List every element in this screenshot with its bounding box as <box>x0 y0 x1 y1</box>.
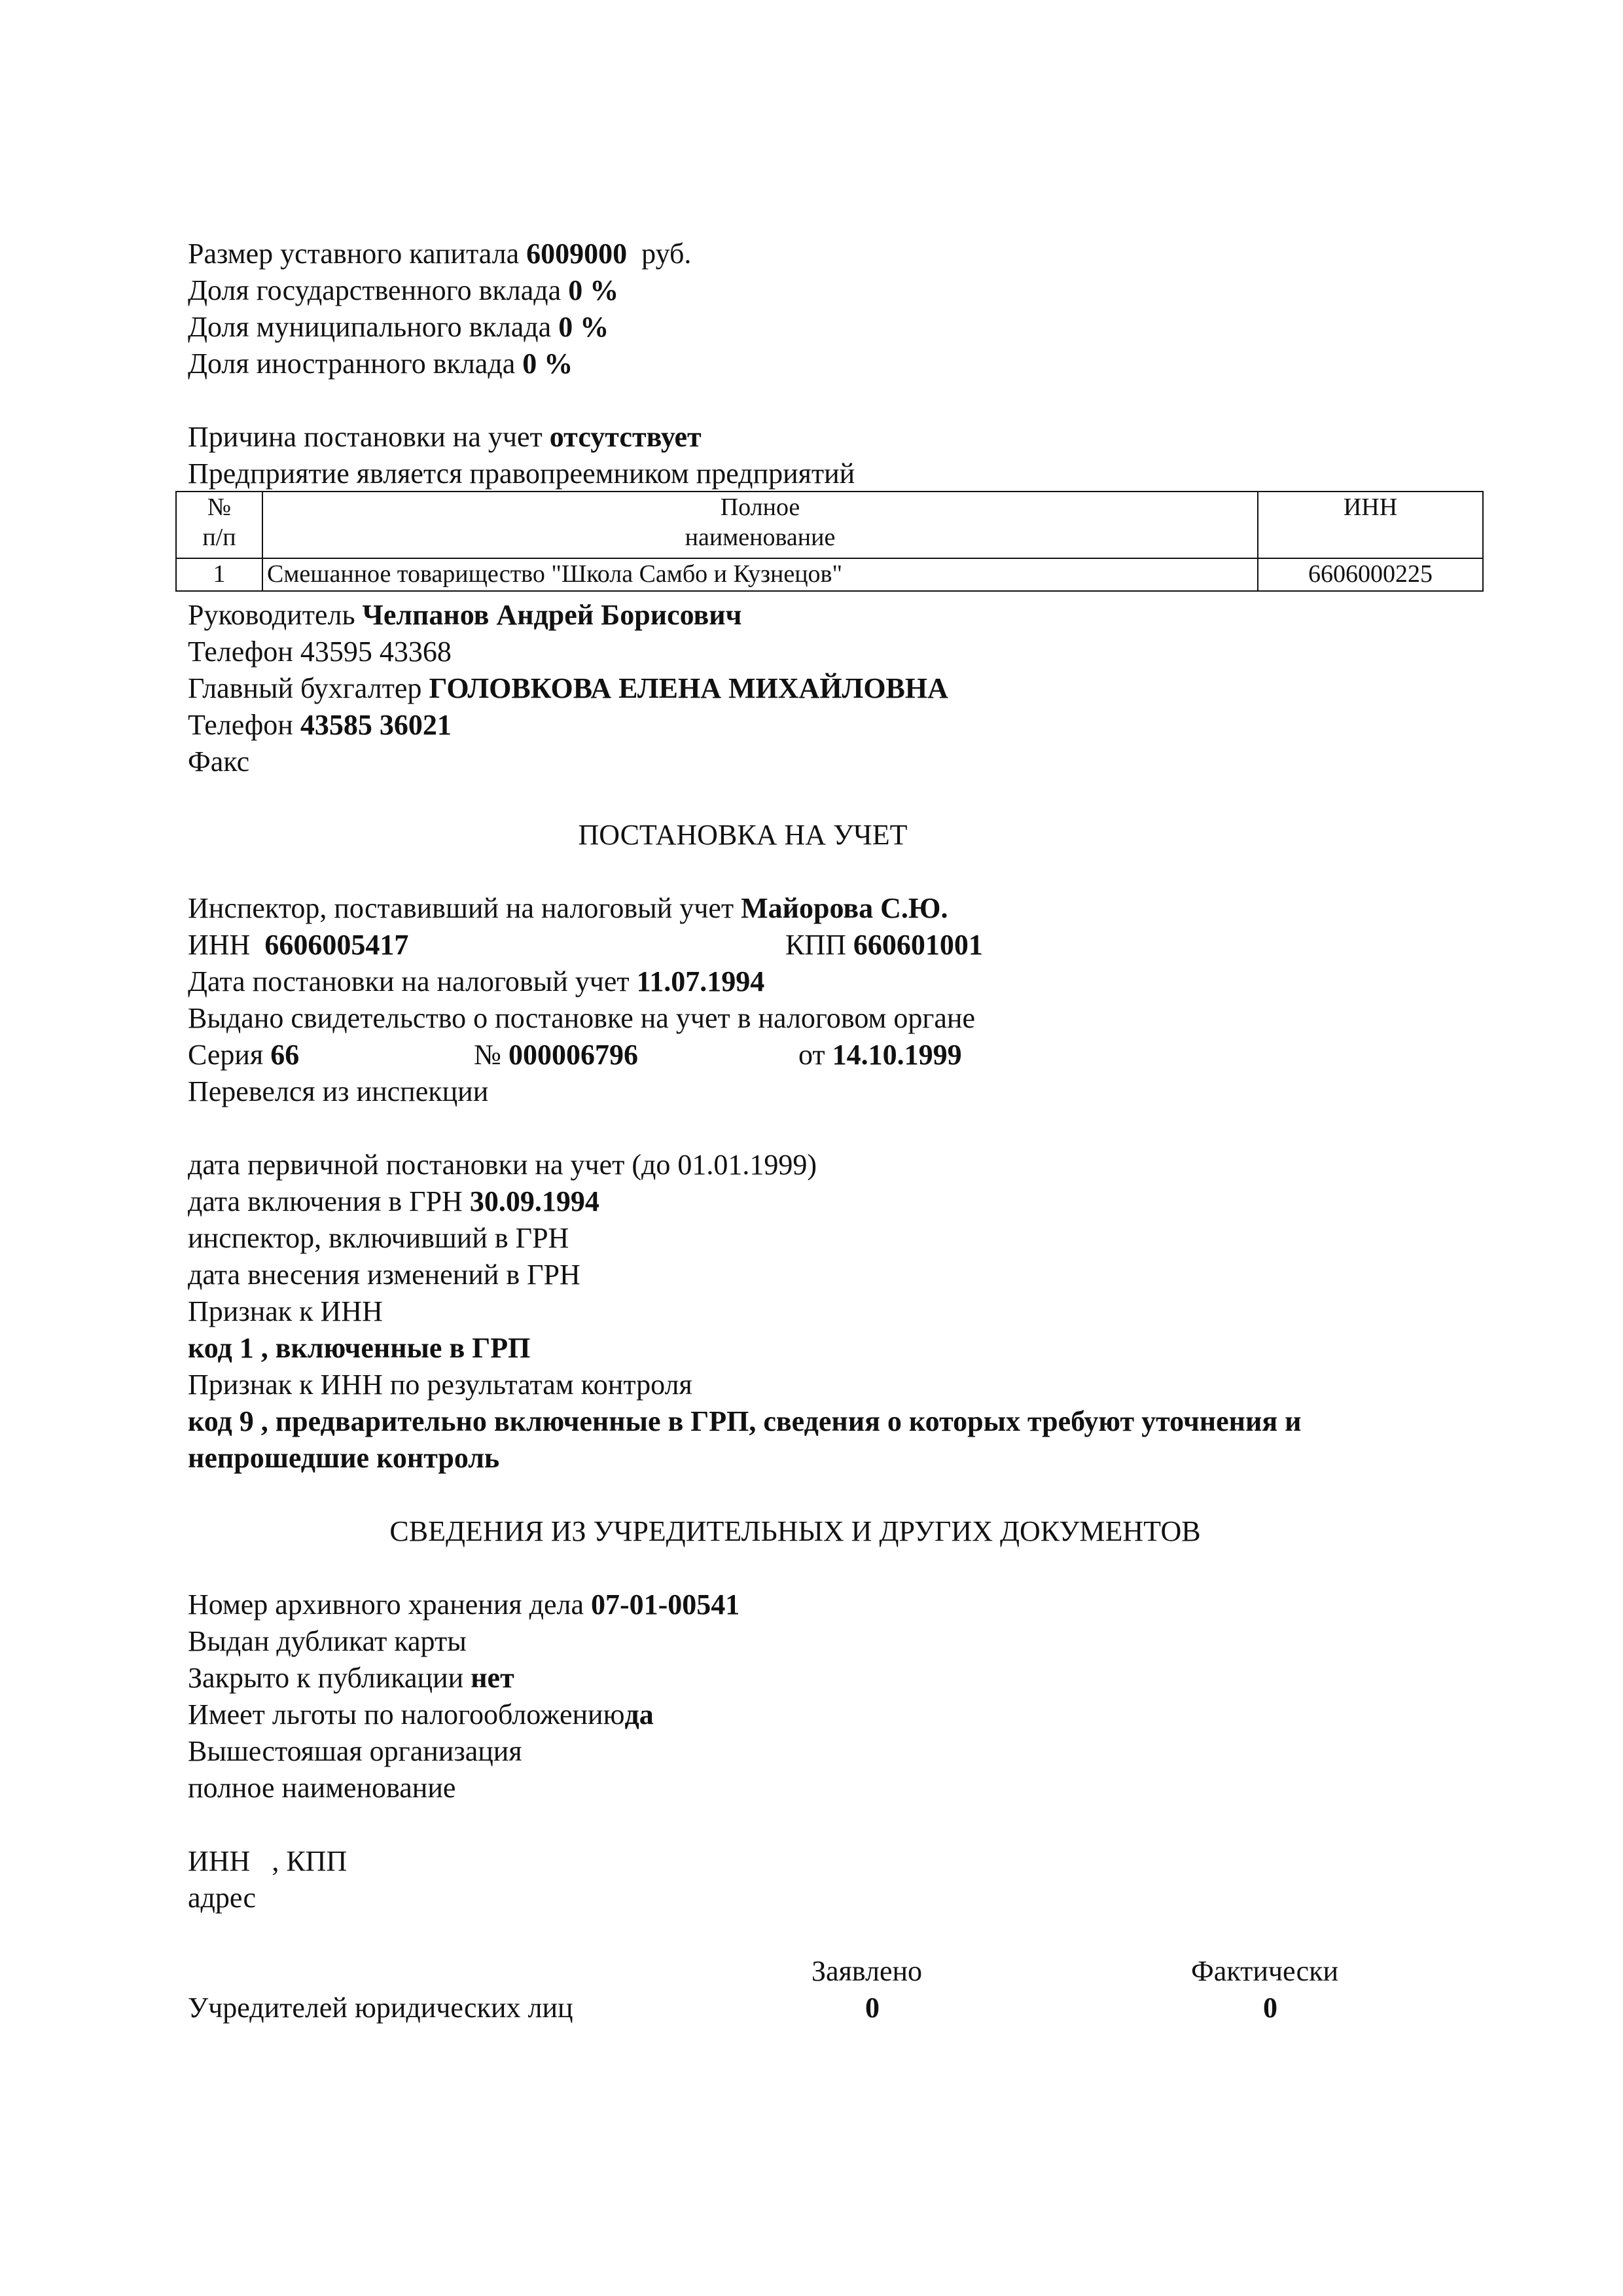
primary-date-label: дата первичной постановки на учет (до 01.01.1999) <box>188 1149 817 1181</box>
closed-line <box>188 1660 514 1696</box>
code9-value: 9 , предварительно включенные в ГРП, сведения о которых требуют уточнения и <box>239 1405 1302 1437</box>
fullname-label: полное наименование <box>188 1772 456 1804</box>
accountant-phone-value: 43585 36021 <box>300 709 452 741</box>
accountant-value: ГОЛОВКОВА ЕЛЕНА МИХАЙЛОВНА <box>429 672 948 704</box>
code1-line <box>188 1330 530 1367</box>
grn-inclusion-line <box>188 1183 599 1220</box>
code1-value: 1 , включенные в ГРП <box>239 1332 531 1364</box>
director-phone-line <box>188 634 452 670</box>
archive-label: Номер архивного хранения дела <box>188 1588 584 1621</box>
series-label: Серия <box>188 1039 264 1071</box>
director-phone-label: Телефон <box>188 636 293 668</box>
header-num-bottom: п/п <box>202 524 236 551</box>
successor-table-header <box>176 492 1483 558</box>
row-name: Смешанное товарищество "Школа Самбо и Кузнецов" <box>262 558 1258 591</box>
grn-changes-label: дата внесения изменений в ГРН <box>188 1259 580 1291</box>
state-share-label: Доля государственного вклада <box>188 274 562 306</box>
grn-inclusion-label: дата включения в ГРН <box>188 1185 463 1217</box>
inn-sign-label: Признак к ИНН <box>188 1295 383 1327</box>
code1-label: код <box>188 1332 232 1364</box>
founding-heading: СВЕДЕНИЯ ИЗ УЧРЕДИТЕЛЬНЫХ И ДРУГИХ ДОКУМЕНТОВ <box>389 1515 1201 1547</box>
inn-label: ИНН <box>188 929 251 961</box>
grn-inclusion-value: 30.09.1994 <box>469 1185 599 1217</box>
certificate-number-label: № <box>474 1039 501 1071</box>
state-share-value: 0 % <box>568 274 619 306</box>
benefits-value: да <box>624 1698 654 1731</box>
closed-label: Закрыто к публикации <box>188 1662 464 1694</box>
accountant-label: Главный бухгалтер <box>188 672 422 704</box>
kpp-label: КПП <box>785 929 846 961</box>
capital-label: Размер уставного капитала <box>188 238 520 270</box>
municipal-share-line <box>188 309 609 346</box>
code9-line <box>188 1403 1302 1440</box>
inn-kpp-label: ИНН , КПП <box>188 1845 348 1877</box>
inspector-value: Майорова С.Ю. <box>741 892 948 924</box>
capital-value: 6009000 <box>526 238 628 270</box>
inn-value: 6606005417 <box>264 929 409 961</box>
duplicate-label: Выдан дубликат карты <box>188 1625 467 1657</box>
header-name-top: Полное <box>720 493 800 521</box>
kpp-value: 660601001 <box>853 929 983 961</box>
header-num-top: № <box>207 493 232 521</box>
registration-date-line <box>188 963 764 1000</box>
table-row <box>176 558 1483 591</box>
header-name <box>262 492 1258 558</box>
reason-line <box>188 419 702 456</box>
municipal-share-value: 0 % <box>558 311 609 343</box>
successor-table <box>175 491 1484 592</box>
certificate-number-line <box>474 1037 638 1073</box>
series-value: 66 <box>270 1039 300 1071</box>
registration-date-value: 11.07.1994 <box>636 965 765 997</box>
legal-founders-actual: 0 <box>1263 1992 1277 2024</box>
legal-founders-label: Учредителей юридических лиц <box>188 1992 573 2024</box>
accountant-phone-label: Телефон <box>188 709 293 741</box>
municipal-share-label: Доля муниципального вклада <box>188 311 552 343</box>
capital-line <box>188 236 691 272</box>
grn-inspector-label: инспектор, включивший в ГРН <box>188 1222 569 1254</box>
accountant-line <box>188 670 948 707</box>
foreign-share-line <box>188 346 573 382</box>
actual-header: Фактически <box>1191 1955 1339 1987</box>
director-line <box>188 597 741 634</box>
director-value: Челпанов Андрей Борисович <box>362 599 742 631</box>
benefits-label: Имеет льготы по налогообложению <box>188 1698 625 1731</box>
foreign-share-label: Доля иностранного вклада <box>188 348 516 380</box>
header-num <box>176 492 262 558</box>
certificate-text: Выдано свидетельство о постановке на учет в налоговом органе <box>188 1002 975 1034</box>
archive-line <box>188 1587 740 1623</box>
address-label: адрес <box>188 1882 257 1914</box>
transferred-label: Перевелся из инспекции <box>188 1075 489 1107</box>
row-num: 1 <box>176 558 262 591</box>
declared-header: Заявлено <box>812 1955 923 1987</box>
foreign-share-value: 0 % <box>522 348 573 380</box>
state-share-line <box>188 272 618 309</box>
benefits-line <box>188 1696 654 1733</box>
registration-heading: ПОСТАНОВКА НА УЧЕТ <box>578 819 908 851</box>
reason-label: Причина постановки на учет <box>188 421 543 453</box>
code9-continuation: непрошедшие контроль <box>188 1442 500 1474</box>
parent-org-label: Вышестояшая организация <box>188 1735 522 1767</box>
archive-value: 07-01-00541 <box>591 1588 740 1621</box>
registration-date-label: Дата постановки на налоговый учет <box>188 965 630 997</box>
certificate-date-value: 14.10.1999 <box>832 1039 962 1071</box>
inspector-line <box>188 890 948 927</box>
code9-label: код <box>188 1405 232 1437</box>
accountant-phone-line <box>188 707 452 744</box>
fax-label: Факс <box>188 745 250 778</box>
successor-caption: Предприятие является правопреемником предприятий <box>188 457 855 490</box>
reason-value: отсутствует <box>549 421 702 453</box>
row-inn: 6606000225 <box>1258 558 1483 591</box>
certificate-date-label: от <box>798 1039 825 1071</box>
closed-value: нет <box>471 1662 514 1694</box>
director-label: Руководитель <box>188 599 355 631</box>
certificate-date-line <box>798 1037 962 1073</box>
director-phone-value: 43595 43368 <box>300 636 452 668</box>
kpp-line <box>785 927 983 963</box>
capital-unit: руб. <box>641 238 692 270</box>
series-line <box>188 1037 299 1073</box>
header-name-bottom: наименование <box>685 524 836 551</box>
inn-line <box>188 927 408 963</box>
control-label: Признак к ИНН по результатам контроля <box>188 1369 692 1401</box>
inspector-label: Инспектор, поставивший на налоговый учет <box>188 892 734 924</box>
header-inn: ИНН <box>1258 492 1483 558</box>
certificate-number-value: 000006796 <box>508 1039 638 1071</box>
legal-founders-declared: 0 <box>865 1992 880 2024</box>
